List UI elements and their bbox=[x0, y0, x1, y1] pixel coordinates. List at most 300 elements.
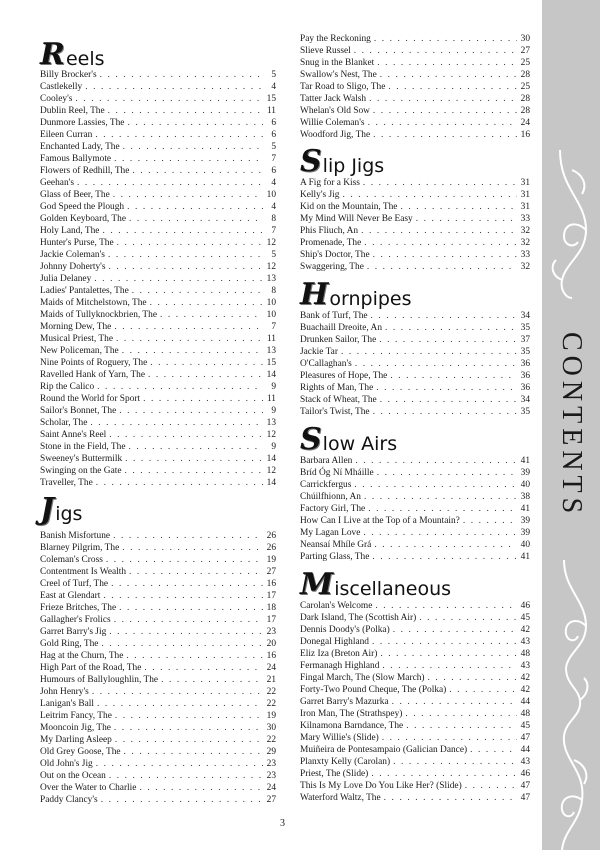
toc-entry bbox=[40, 153, 276, 165]
toc-entry-page: 6 bbox=[271, 130, 276, 140]
toc-entry-title: Old John's Jig bbox=[40, 759, 93, 769]
heading-text: low Airs bbox=[322, 433, 398, 455]
toc-entry-title: O'Callaghan's bbox=[300, 359, 352, 369]
dot-leader bbox=[419, 612, 517, 624]
toc-entry-title: Hag at the Churn, The bbox=[40, 651, 124, 661]
toc-entry-title: My Darling Asleep bbox=[40, 735, 112, 745]
toc-entry-title: Out on the Ocean bbox=[40, 771, 106, 781]
toc-entry bbox=[40, 638, 276, 650]
toc-entry-page: 37 bbox=[520, 335, 530, 345]
toc-entry bbox=[300, 370, 530, 382]
toc-entry-page: 10 bbox=[266, 190, 276, 200]
toc-entry-page: 27 bbox=[520, 46, 530, 56]
toc-entry-page: 36 bbox=[520, 359, 530, 369]
toc-entry bbox=[40, 614, 276, 626]
dot-leader bbox=[377, 57, 517, 69]
toc-entry-title: Pay the Reckoning bbox=[300, 34, 371, 44]
dot-leader bbox=[372, 551, 517, 563]
dot-leader bbox=[361, 225, 517, 237]
dot-leader bbox=[390, 370, 517, 382]
toc-entry-title: Neansaí Mhíle Grá bbox=[300, 540, 372, 550]
toc-entry-title: New Policeman, The bbox=[40, 346, 119, 356]
toc-entry-title: Glass of Beer, The bbox=[40, 190, 110, 200]
toc-entry-title: Waterford Waltz, The bbox=[300, 793, 381, 803]
toc-entry-title: Stack of Wheat, The bbox=[300, 395, 377, 405]
dot-leader bbox=[364, 237, 517, 249]
toc-entry-title: Bríd Óg Ní Mháille bbox=[300, 468, 374, 478]
toc-entry-page: 33 bbox=[520, 214, 530, 224]
toc-entry-title: Drunken Sailor, The bbox=[300, 335, 377, 345]
toc-entry bbox=[40, 177, 276, 189]
dot-leader bbox=[103, 590, 263, 602]
toc-entry-page: 17 bbox=[266, 615, 276, 625]
toc-entry-page: 46 bbox=[520, 601, 530, 611]
toc-entry bbox=[40, 698, 276, 710]
heading-initial: J bbox=[40, 492, 55, 527]
toc-entry-title: Carrickfergus bbox=[300, 480, 352, 490]
toc-entry-page: 31 bbox=[520, 190, 530, 200]
dot-leader bbox=[109, 261, 264, 273]
toc-entry-page: 15 bbox=[266, 94, 276, 104]
section-heading-hornpipes bbox=[300, 276, 412, 310]
toc-entry-title: Traveller, The bbox=[40, 478, 93, 488]
toc-entry-title: How Can I Live at the Top of a Mountain? bbox=[300, 516, 460, 526]
toc-entry bbox=[300, 93, 530, 105]
toc-entry bbox=[40, 530, 276, 542]
toc-entry-title: Scholar, The bbox=[40, 418, 88, 428]
toc-entry-title: Swallow's Nest, The bbox=[300, 70, 377, 80]
toc-entry-title: Carolan's Welcome bbox=[300, 601, 373, 611]
dot-leader bbox=[449, 684, 517, 696]
toc-entry bbox=[300, 708, 530, 720]
toc-entry-title: Whelan's Old Sow bbox=[300, 106, 370, 116]
toc-entry-title: Swinging on the Gate bbox=[40, 466, 122, 476]
dot-leader bbox=[127, 117, 263, 129]
toc-entry-page: 47 bbox=[520, 733, 530, 743]
dot-leader bbox=[122, 345, 263, 357]
toc-entry bbox=[300, 177, 530, 189]
toc-entry bbox=[300, 684, 530, 696]
entry-list-jigs-continued bbox=[300, 33, 530, 141]
toc-entry bbox=[300, 600, 530, 612]
toc-entry bbox=[40, 69, 276, 81]
dot-leader bbox=[122, 542, 263, 554]
dot-leader bbox=[109, 429, 263, 441]
toc-entry bbox=[300, 57, 530, 69]
heading-initial: H bbox=[300, 277, 329, 312]
toc-entry-page: 48 bbox=[520, 709, 530, 719]
scroll-ornament-icon bbox=[542, 560, 600, 850]
toc-entry-page: 15 bbox=[266, 358, 276, 368]
toc-entry-page: 41 bbox=[520, 456, 530, 466]
section-heading-jigs bbox=[40, 491, 82, 525]
toc-entry bbox=[40, 345, 276, 357]
toc-entry-page: 9 bbox=[271, 442, 276, 452]
toc-entry-title: Priest, The (Slide) bbox=[300, 769, 369, 779]
toc-entry bbox=[300, 479, 530, 491]
toc-entry bbox=[40, 273, 276, 285]
toc-entry-title: Slieve Russel bbox=[300, 46, 351, 56]
toc-entry-page: 20 bbox=[266, 639, 276, 649]
toc-entry-page: 7 bbox=[271, 154, 276, 164]
dot-leader bbox=[143, 393, 263, 405]
toc-entry-title: Golden Keyboard, The bbox=[40, 214, 126, 224]
toc-entry bbox=[40, 393, 276, 405]
dot-leader bbox=[92, 686, 263, 698]
dot-leader bbox=[364, 491, 517, 503]
section-heading-slip-jigs bbox=[300, 143, 384, 177]
toc-entry-page: 44 bbox=[520, 745, 530, 755]
toc-entry bbox=[40, 429, 276, 441]
toc-entry-title: Banish Misfortune bbox=[40, 531, 111, 541]
dot-leader bbox=[148, 369, 263, 381]
toc-entry bbox=[300, 310, 530, 322]
dot-leader bbox=[139, 782, 263, 794]
toc-entry bbox=[40, 357, 276, 369]
dot-leader bbox=[400, 201, 517, 213]
toc-entry bbox=[300, 249, 530, 261]
toc-entry bbox=[40, 141, 276, 153]
dot-leader bbox=[374, 33, 517, 45]
dot-leader bbox=[470, 744, 517, 756]
toc-entry-page: 4 bbox=[271, 178, 276, 188]
toc-entry-page: 29 bbox=[266, 747, 276, 757]
toc-entry bbox=[40, 734, 276, 746]
toc-entry-page: 47 bbox=[520, 793, 530, 803]
toc-entry-title: Garret Barry's Jig bbox=[40, 627, 107, 637]
entry-list-reels bbox=[40, 69, 276, 489]
toc-entry-page: 34 bbox=[520, 395, 530, 405]
toc-entry-title: Gold Ring, The bbox=[40, 639, 99, 649]
toc-entry-page: 13 bbox=[266, 274, 276, 284]
toc-entry bbox=[300, 406, 530, 418]
toc-entry bbox=[40, 782, 276, 794]
dot-leader bbox=[126, 650, 263, 662]
dot-leader bbox=[115, 734, 263, 746]
dot-leader bbox=[380, 394, 517, 406]
toc-entry-title: Tar Road to Sligo, The bbox=[300, 82, 386, 92]
toc-entry bbox=[300, 33, 530, 45]
toc-entry bbox=[40, 686, 276, 698]
toc-entry-title: Fermanagh Highland bbox=[300, 661, 380, 671]
entry-list-slip-jigs bbox=[300, 177, 530, 273]
dot-leader bbox=[101, 638, 263, 650]
toc-entry bbox=[40, 626, 276, 638]
toc-entry bbox=[40, 794, 276, 806]
toc-entry-title: Blarney Pilgrim, The bbox=[40, 543, 120, 553]
toc-entry bbox=[300, 491, 530, 503]
toc-entry-title: Musical Priest, The bbox=[40, 334, 113, 344]
dot-leader bbox=[101, 794, 263, 806]
toc-entry-title: Geehan's bbox=[40, 178, 74, 188]
toc-entry-title: Maids of Tullyknockbrien, The bbox=[40, 310, 158, 320]
dot-leader bbox=[85, 81, 263, 93]
toc-entry-page: 12 bbox=[266, 262, 276, 272]
toc-entry-page: 8 bbox=[271, 214, 276, 224]
toc-entry-title: Contentment Is Wealth bbox=[40, 567, 127, 577]
dot-leader bbox=[354, 479, 517, 491]
toc-entry bbox=[300, 261, 530, 273]
dot-leader bbox=[373, 129, 517, 141]
toc-entry bbox=[40, 770, 276, 782]
dot-leader bbox=[371, 768, 517, 780]
toc-entry bbox=[300, 346, 530, 358]
toc-entry-page: 23 bbox=[266, 771, 276, 781]
dot-leader bbox=[405, 708, 517, 720]
dot-leader bbox=[108, 249, 263, 261]
toc-entry bbox=[40, 225, 276, 237]
dot-leader bbox=[465, 780, 517, 792]
dot-leader bbox=[150, 357, 263, 369]
toc-entry-page: 32 bbox=[520, 238, 530, 248]
toc-entry bbox=[40, 662, 276, 674]
dot-leader bbox=[144, 662, 263, 674]
toc-entry bbox=[40, 309, 276, 321]
dot-leader bbox=[369, 93, 517, 105]
toc-entry bbox=[300, 117, 530, 129]
toc-entry bbox=[40, 201, 276, 213]
dot-leader bbox=[106, 554, 263, 566]
toc-entry-page: 12 bbox=[266, 430, 276, 440]
heading-initial: R bbox=[40, 37, 65, 72]
toc-entry bbox=[40, 602, 276, 614]
toc-entry-title: Kelly's Jig bbox=[300, 190, 340, 200]
toc-entry-page: 11 bbox=[266, 394, 276, 404]
dot-leader bbox=[373, 249, 517, 261]
toc-entry-title: Ladies' Pantalettes, The bbox=[40, 286, 129, 296]
toc-entry-title: Tailor's Twist, The bbox=[300, 407, 370, 417]
toc-entry-title: Planxty Kelly (Carolan) bbox=[300, 757, 391, 767]
toc-entry-title: Maids of Mitchelstown, The bbox=[40, 298, 147, 308]
toc-entry bbox=[300, 612, 530, 624]
toc-entry-page: 28 bbox=[520, 94, 530, 104]
toc-entry-page: 16 bbox=[520, 130, 530, 140]
dot-leader bbox=[384, 792, 517, 804]
dot-leader bbox=[374, 539, 517, 551]
dot-leader bbox=[375, 600, 517, 612]
toc-entry-title: Forty-Two Pound Cheque, The (Polka) bbox=[300, 685, 447, 695]
toc-entry-page: 42 bbox=[520, 673, 530, 683]
toc-entry-page: 27 bbox=[266, 795, 276, 805]
toc-entry-title: Buachaill Dreoite, An bbox=[300, 323, 383, 333]
toc-entry-page: 41 bbox=[520, 552, 530, 562]
heading-initial: S bbox=[300, 144, 322, 179]
toc-entry bbox=[40, 213, 276, 225]
dot-leader bbox=[161, 674, 263, 686]
toc-entry-title: Ravelled Hank of Yarn, The bbox=[40, 370, 146, 380]
toc-entry-page: 22 bbox=[266, 699, 276, 709]
toc-entry-page: 43 bbox=[520, 757, 530, 767]
dot-leader bbox=[382, 732, 517, 744]
toc-entry-page: 36 bbox=[520, 383, 530, 393]
dot-leader bbox=[380, 69, 517, 81]
toc-entry-page: 9 bbox=[271, 406, 276, 416]
toc-entry-page: 40 bbox=[520, 540, 530, 550]
dot-leader bbox=[113, 530, 263, 542]
toc-entry bbox=[40, 674, 276, 686]
toc-entry-page: 7 bbox=[271, 322, 276, 332]
toc-entry-page: 25 bbox=[520, 82, 530, 92]
toc-entry-page: 32 bbox=[520, 226, 530, 236]
dot-leader bbox=[90, 417, 263, 429]
toc-entry-title: Muiñeira de Pontesampaio (Galician Dance) bbox=[300, 745, 468, 755]
dot-leader bbox=[371, 310, 517, 322]
toc-entry-title: Factory Girl, The bbox=[300, 504, 366, 514]
dot-leader bbox=[363, 177, 517, 189]
toc-entry-page: 30 bbox=[520, 34, 530, 44]
toc-entry-page: 31 bbox=[520, 178, 530, 188]
toc-entry bbox=[300, 225, 530, 237]
toc-entry-page: 9 bbox=[271, 382, 276, 392]
toc-entry-page: 16 bbox=[266, 579, 276, 589]
toc-entry-page: 43 bbox=[520, 637, 530, 647]
toc-entry-title: Nine Points of Roguery, The bbox=[40, 358, 148, 368]
toc-entry-title: Promenade, The bbox=[300, 238, 362, 248]
dot-leader bbox=[97, 698, 263, 710]
toc-entry bbox=[300, 720, 530, 732]
dot-leader bbox=[373, 406, 517, 418]
dot-leader bbox=[109, 626, 263, 638]
dot-leader bbox=[119, 405, 263, 417]
toc-entry bbox=[300, 201, 530, 213]
toc-entry-page: 17 bbox=[266, 591, 276, 601]
toc-entry bbox=[40, 542, 276, 554]
dot-leader bbox=[97, 381, 263, 393]
dot-leader bbox=[150, 297, 263, 309]
entry-list-jigs bbox=[40, 530, 276, 806]
toc-entry-page: 11 bbox=[266, 106, 276, 116]
toc-entry-title: Paddy Clancy's bbox=[40, 795, 98, 805]
toc-entry bbox=[300, 455, 530, 467]
toc-entry-title: Sweeney's Buttermilk bbox=[40, 454, 123, 464]
dot-leader bbox=[377, 467, 517, 479]
heading-initial: M bbox=[300, 567, 334, 602]
toc-entry bbox=[40, 237, 276, 249]
dot-leader bbox=[379, 334, 517, 346]
toc-entry-title: Pleasures of Hope, The bbox=[300, 371, 388, 381]
toc-entry-page: 6 bbox=[271, 166, 276, 176]
heading-text: lip Jigs bbox=[322, 155, 385, 177]
toc-entry-page: 7 bbox=[271, 226, 276, 236]
dot-leader bbox=[96, 758, 263, 770]
dot-leader bbox=[342, 189, 517, 201]
toc-entry bbox=[300, 334, 530, 346]
toc-entry bbox=[40, 189, 276, 201]
toc-entry-title: Dublin Reel, The bbox=[40, 106, 105, 116]
toc-entry-title: Enchanted Lady, The bbox=[40, 142, 120, 152]
toc-entry bbox=[300, 780, 530, 792]
toc-entry bbox=[40, 93, 276, 105]
heading-text: ornpipes bbox=[329, 288, 412, 310]
toc-entry-title: Iron Man, The (Strathspey) bbox=[300, 709, 403, 719]
toc-entry-page: 26 bbox=[266, 543, 276, 553]
toc-entry-page: 19 bbox=[266, 711, 276, 721]
toc-entry-title: Jackie Coleman's bbox=[40, 250, 105, 260]
toc-entry bbox=[40, 165, 276, 177]
toc-entry bbox=[300, 696, 530, 708]
toc-entry-title: Eliz Iza (Breton Air) bbox=[300, 649, 378, 659]
toc-entry-page: 39 bbox=[520, 468, 530, 478]
toc-entry-title: Round the World for Sport bbox=[40, 394, 141, 404]
toc-entry-page: 24 bbox=[266, 663, 276, 673]
toc-entry-page: 4 bbox=[271, 202, 276, 212]
toc-entry-title: Eileen Curran bbox=[40, 130, 93, 140]
toc-entry-page: 35 bbox=[520, 323, 530, 333]
dot-leader bbox=[373, 105, 517, 117]
toc-entry-page: 19 bbox=[266, 555, 276, 565]
toc-entry-page: 27 bbox=[266, 567, 276, 577]
toc-entry-title: Mooncoin Jig, The bbox=[40, 723, 111, 733]
dot-leader bbox=[382, 660, 517, 672]
toc-entry bbox=[300, 189, 530, 201]
dot-leader bbox=[116, 333, 263, 345]
toc-entry-page: 30 bbox=[266, 723, 276, 733]
toc-entry bbox=[40, 321, 276, 333]
dot-leader bbox=[355, 455, 517, 467]
dot-leader bbox=[108, 105, 263, 117]
toc-entry-page: 34 bbox=[520, 311, 530, 321]
dot-leader bbox=[125, 453, 263, 465]
toc-entry-page: 44 bbox=[520, 697, 530, 707]
toc-entry-title: Saint Anne's Reel bbox=[40, 430, 107, 440]
toc-entry-page: 10 bbox=[266, 298, 276, 308]
toc-entry-page: 41 bbox=[520, 504, 530, 514]
toc-entry bbox=[40, 333, 276, 345]
toc-entry-page: 28 bbox=[520, 70, 530, 80]
dot-leader bbox=[77, 177, 263, 189]
toc-entry bbox=[300, 672, 530, 684]
dot-leader bbox=[160, 309, 263, 321]
toc-entry-page: 26 bbox=[266, 531, 276, 541]
toc-entry-title: Snug in the Blanket bbox=[300, 58, 375, 68]
toc-entry-title: Famous Ballymote bbox=[40, 154, 112, 164]
toc-entry-page: 10 bbox=[266, 310, 276, 320]
dot-leader bbox=[372, 636, 517, 648]
dot-leader bbox=[132, 285, 263, 297]
toc-entry-title: Tatter Jack Walsh bbox=[300, 94, 367, 104]
toc-entry-page: 11 bbox=[266, 334, 276, 344]
toc-entry-page: 14 bbox=[266, 370, 276, 380]
dot-leader bbox=[388, 81, 517, 93]
dot-leader bbox=[75, 93, 263, 105]
toc-entry bbox=[40, 590, 276, 602]
section-heading-slow-airs bbox=[300, 421, 397, 455]
toc-entry-page: 36 bbox=[520, 371, 530, 381]
toc-entry bbox=[300, 45, 530, 57]
toc-entry-title: Kid on the Mountain, The bbox=[300, 202, 398, 212]
toc-entry bbox=[300, 237, 530, 249]
toc-entry-page: 39 bbox=[520, 516, 530, 526]
toc-entry-title: High Part of the Road, The bbox=[40, 663, 142, 673]
toc-entry bbox=[300, 744, 530, 756]
dot-leader bbox=[428, 672, 517, 684]
toc-entry-page: 21 bbox=[266, 675, 276, 685]
toc-entry bbox=[40, 441, 276, 453]
dot-leader bbox=[129, 213, 263, 225]
toc-entry bbox=[300, 539, 530, 551]
dot-leader bbox=[368, 117, 517, 129]
toc-entry bbox=[40, 722, 276, 734]
toc-entry bbox=[300, 515, 530, 527]
toc-entry-page: 38 bbox=[520, 492, 530, 502]
toc-entry-title: A Fig for a Kiss bbox=[300, 178, 360, 188]
toc-entry-page: 12 bbox=[266, 238, 276, 248]
dot-leader bbox=[393, 624, 517, 636]
dot-leader bbox=[380, 648, 517, 660]
toc-entry bbox=[40, 105, 276, 117]
dot-leader bbox=[100, 69, 263, 81]
toc-entry bbox=[40, 117, 276, 129]
